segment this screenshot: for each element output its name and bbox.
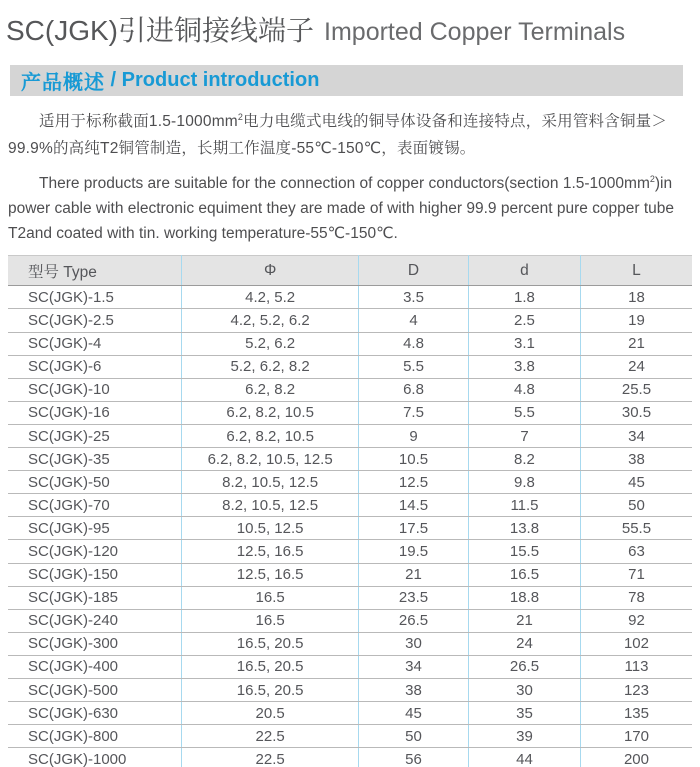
section-heading-chinese: 产品概述 — [21, 72, 105, 95]
cell-value: 16.5, 20.5 — [182, 655, 359, 678]
table-row — [8, 678, 692, 701]
section-heading-english: Product introduction — [121, 69, 320, 92]
table-row — [8, 725, 692, 748]
table-row — [8, 517, 692, 540]
cell-type: SC(JGK)-185 — [8, 586, 182, 609]
cell-value: 25.5 — [580, 378, 692, 401]
cell-type: SC(JGK)-400 — [8, 655, 182, 678]
cell-value: 12.5, 16.5 — [182, 540, 359, 563]
spec-table-body — [8, 286, 692, 767]
table-row — [8, 540, 692, 563]
column-header: D — [359, 256, 469, 286]
intro-zh-text-end: 电力电缆式电线的铜导体设备和连接特点，采用管料含铜量＞99.9%的高纯T2铜管制造，长期工作温度-55℃-150℃，表面镀锡。 — [8, 113, 668, 158]
table-row — [8, 424, 692, 447]
column-header: d — [469, 256, 581, 286]
table-row — [8, 401, 692, 424]
cell-value: 5.2, 6.2 — [182, 332, 359, 355]
intro-en-text-end: )in power cable with electronic equiment they are made of with higher 99.9 percent pure copper tube T2and coated with tin. working temperature-55℃-150℃. — [8, 175, 675, 243]
cell-value: 34 — [580, 424, 692, 447]
cell-value: 16.5 — [182, 586, 359, 609]
cell-value: 5.5 — [469, 401, 581, 424]
table-header-row — [8, 256, 692, 286]
cell-value: 19 — [580, 309, 692, 332]
table-row — [8, 309, 692, 332]
cell-value: 26.5 — [469, 655, 581, 678]
cell-value: 7 — [469, 424, 581, 447]
cell-type: SC(JGK)-6 — [8, 355, 182, 378]
cell-value: 55.5 — [580, 517, 692, 540]
cell-value: 16.5 — [469, 563, 581, 586]
section-heading-separator: / — [105, 69, 122, 92]
cell-value: 19.5 — [359, 540, 469, 563]
cell-value: 45 — [580, 471, 692, 494]
cell-value: 3.1 — [469, 332, 581, 355]
cell-value: 35 — [469, 702, 581, 725]
cell-value: 2.5 — [469, 309, 581, 332]
intro-paragraph-english — [8, 171, 694, 246]
cell-type: SC(JGK)-1000 — [8, 748, 182, 767]
cell-value: 9.8 — [469, 471, 581, 494]
table-row — [8, 702, 692, 725]
table-row — [8, 378, 692, 401]
cell-value: 8.2, 10.5, 12.5 — [182, 494, 359, 517]
cell-value: 4.8 — [359, 332, 469, 355]
page-title-english: Imported Copper Terminals — [324, 18, 626, 46]
table-row — [8, 655, 692, 678]
intro-paragraph-chinese — [8, 108, 694, 162]
cell-value: 200 — [580, 748, 692, 767]
table-row — [8, 448, 692, 471]
cell-type: SC(JGK)-500 — [8, 678, 182, 701]
cell-value: 170 — [580, 725, 692, 748]
cell-value: 26.5 — [359, 609, 469, 632]
cell-value: 12.5, 16.5 — [182, 563, 359, 586]
cell-type: SC(JGK)-150 — [8, 563, 182, 586]
cell-value: 18.8 — [469, 586, 581, 609]
cell-value: 4.2, 5.2, 6.2 — [182, 309, 359, 332]
cell-value: 21 — [469, 609, 581, 632]
cell-value: 50 — [359, 725, 469, 748]
cell-value: 11.5 — [469, 494, 581, 517]
cell-value: 13.8 — [469, 517, 581, 540]
cell-value: 135 — [580, 702, 692, 725]
cell-value: 30 — [469, 678, 581, 701]
cell-value: 21 — [580, 332, 692, 355]
table-row — [8, 471, 692, 494]
column-header: Φ — [182, 256, 359, 286]
table-row — [8, 332, 692, 355]
spec-table-head — [8, 256, 692, 286]
cell-value: 6.8 — [359, 378, 469, 401]
cell-value: 44 — [469, 748, 581, 767]
cell-value: 16.5 — [182, 609, 359, 632]
cell-value: 10.5, 12.5 — [182, 517, 359, 540]
table-row — [8, 286, 692, 309]
column-header: L — [580, 256, 692, 286]
cell-type: SC(JGK)-95 — [8, 517, 182, 540]
cell-value: 30 — [359, 632, 469, 655]
cell-value: 24 — [580, 355, 692, 378]
cell-value: 20.5 — [182, 702, 359, 725]
cell-value: 6.2, 8.2 — [182, 378, 359, 401]
cell-type: SC(JGK)-16 — [8, 401, 182, 424]
cell-value: 38 — [580, 448, 692, 471]
cell-value: 30.5 — [580, 401, 692, 424]
cell-value: 22.5 — [182, 725, 359, 748]
cell-value: 24 — [469, 632, 581, 655]
cell-value: 8.2, 10.5, 12.5 — [182, 471, 359, 494]
table-row — [8, 355, 692, 378]
cell-type: SC(JGK)-10 — [8, 378, 182, 401]
cell-value: 50 — [580, 494, 692, 517]
cell-value: 9 — [359, 424, 469, 447]
cell-value: 12.5 — [359, 471, 469, 494]
cell-type: SC(JGK)-4 — [8, 332, 182, 355]
page-title-chinese: SC(JGK)引进铜接线端子 — [6, 15, 315, 46]
page-title — [0, 0, 700, 48]
cell-value: 4.2, 5.2 — [182, 286, 359, 309]
cell-value: 23.5 — [359, 586, 469, 609]
table-row — [8, 632, 692, 655]
cell-type: SC(JGK)-70 — [8, 494, 182, 517]
cell-value: 5.5 — [359, 355, 469, 378]
cell-type: SC(JGK)-120 — [8, 540, 182, 563]
cell-value: 39 — [469, 725, 581, 748]
cell-value: 6.2, 8.2, 10.5, 12.5 — [182, 448, 359, 471]
cell-value: 4.8 — [469, 378, 581, 401]
intro-zh-text-start: 适用于标称截面1.5-1000mm — [39, 113, 238, 131]
cell-value: 63 — [580, 540, 692, 563]
cell-value: 18 — [580, 286, 692, 309]
cell-value: 10.5 — [359, 448, 469, 471]
cell-type: SC(JGK)-50 — [8, 471, 182, 494]
cell-value: 4 — [359, 309, 469, 332]
cell-type: SC(JGK)-1.5 — [8, 286, 182, 309]
cell-value: 6.2, 8.2, 10.5 — [182, 401, 359, 424]
cell-value: 21 — [359, 563, 469, 586]
cell-value: 34 — [359, 655, 469, 678]
intro-en-text-start: There products are suitable for the connection of copper conductors(section 1.5-1000mm — [39, 175, 650, 193]
cell-value: 16.5, 20.5 — [182, 632, 359, 655]
table-row — [8, 563, 692, 586]
cell-type: SC(JGK)-300 — [8, 632, 182, 655]
cell-value: 22.5 — [182, 748, 359, 767]
cell-value: 56 — [359, 748, 469, 767]
section-heading-bar — [10, 65, 683, 96]
cell-value: 15.5 — [469, 540, 581, 563]
cell-value: 7.5 — [359, 401, 469, 424]
cell-value: 38 — [359, 678, 469, 701]
cell-type: SC(JGK)-800 — [8, 725, 182, 748]
cell-value: 8.2 — [469, 448, 581, 471]
cell-type: SC(JGK)-630 — [8, 702, 182, 725]
cell-value: 14.5 — [359, 494, 469, 517]
cell-value: 1.8 — [469, 286, 581, 309]
table-row — [8, 609, 692, 632]
table-row — [8, 494, 692, 517]
cell-value: 5.2, 6.2, 8.2 — [182, 355, 359, 378]
cell-value: 16.5, 20.5 — [182, 678, 359, 701]
cell-type: SC(JGK)-240 — [8, 609, 182, 632]
cell-value: 123 — [580, 678, 692, 701]
cell-value: 17.5 — [359, 517, 469, 540]
cell-value: 102 — [580, 632, 692, 655]
spec-table — [8, 255, 692, 767]
cell-type: SC(JGK)-25 — [8, 424, 182, 447]
cell-value: 3.5 — [359, 286, 469, 309]
table-row — [8, 748, 692, 767]
cell-value: 78 — [580, 586, 692, 609]
cell-value: 45 — [359, 702, 469, 725]
intro-en-superscript: 2 — [649, 174, 655, 185]
cell-value: 3.8 — [469, 355, 581, 378]
cell-type: SC(JGK)-35 — [8, 448, 182, 471]
column-header: 型号 Type — [8, 256, 182, 286]
intro-zh-superscript: 2 — [237, 112, 244, 123]
cell-value: 71 — [580, 563, 692, 586]
cell-value: 113 — [580, 655, 692, 678]
cell-type: SC(JGK)-2.5 — [8, 309, 182, 332]
cell-value: 92 — [580, 609, 692, 632]
table-row — [8, 586, 692, 609]
cell-value: 6.2, 8.2, 10.5 — [182, 424, 359, 447]
